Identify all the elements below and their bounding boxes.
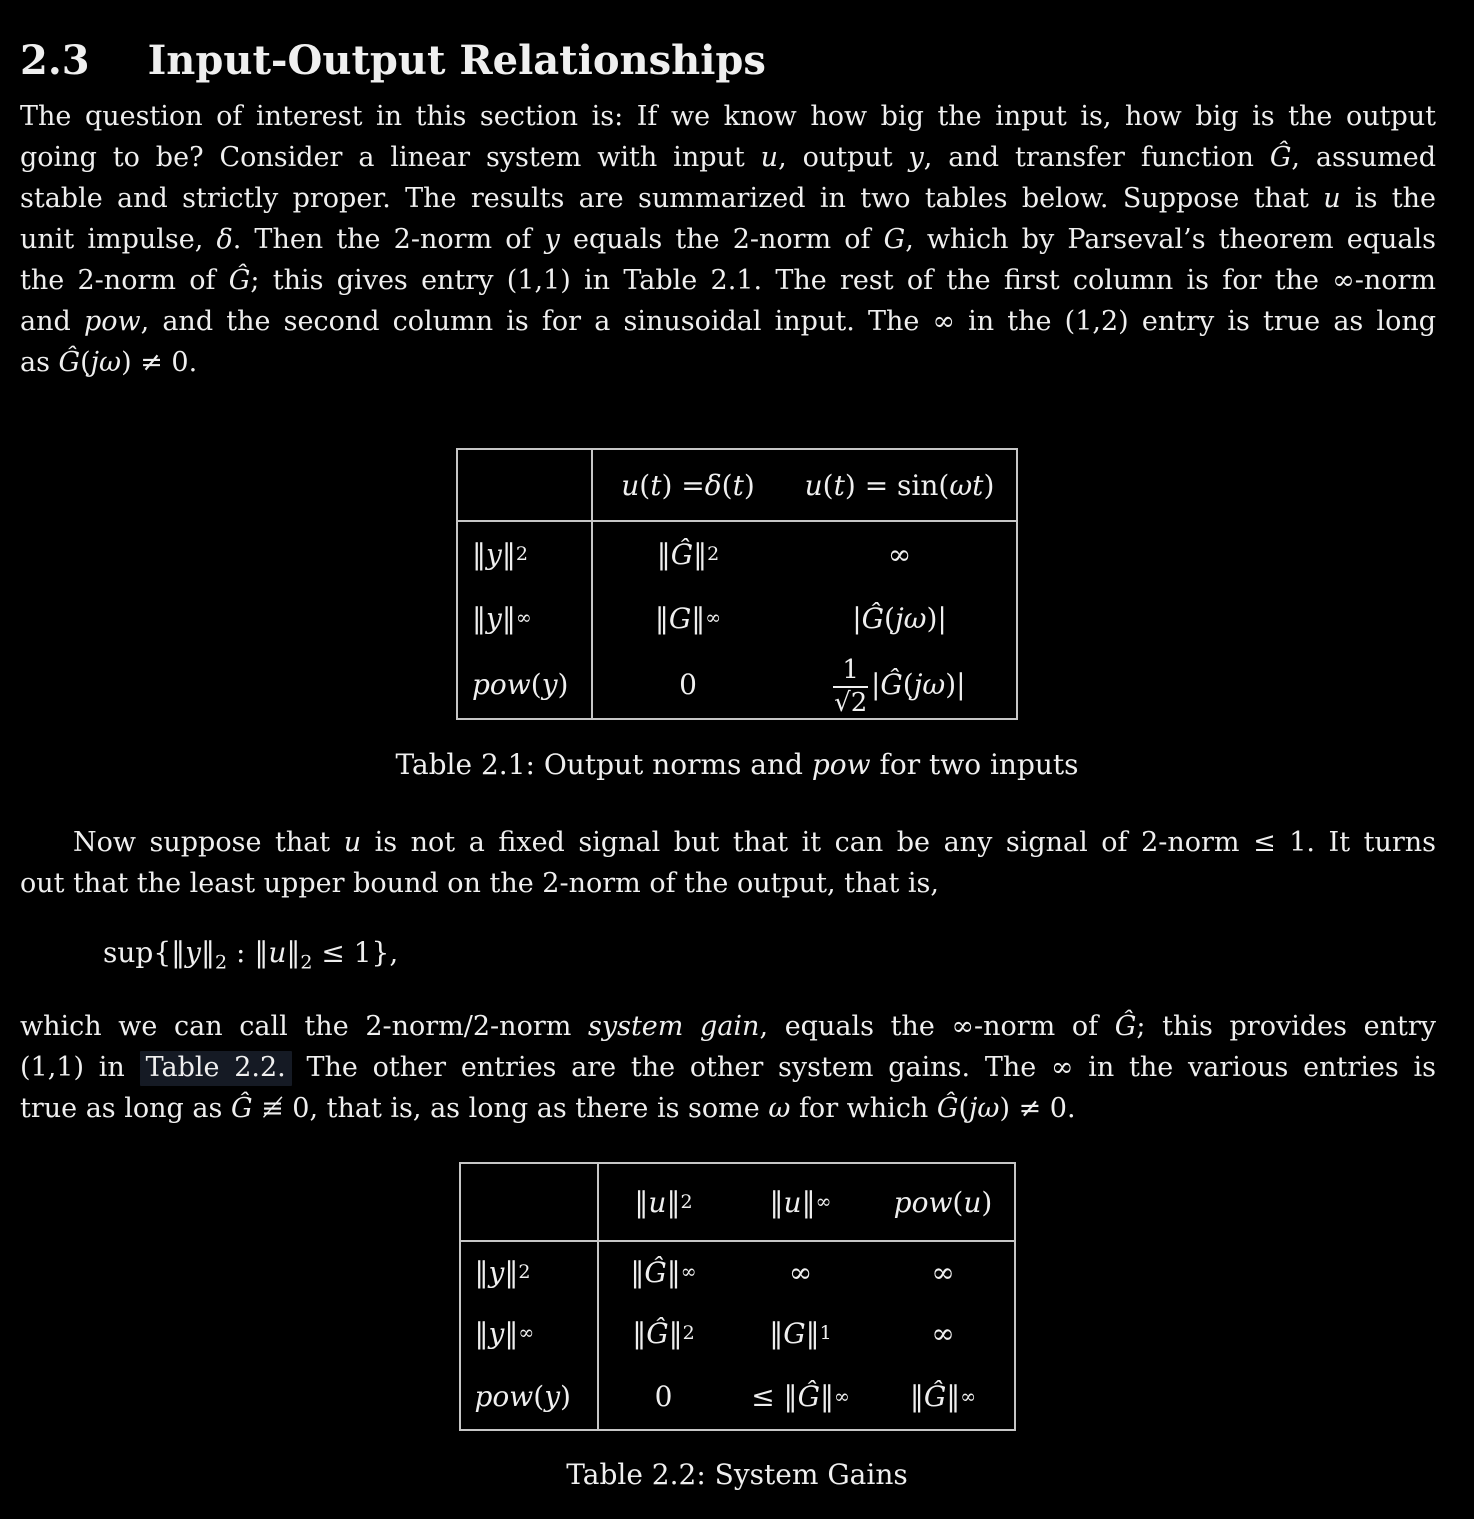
text-line: out that the least upper bound on the 2-norm of the output, that is, bbox=[20, 868, 939, 899]
table-2-2 bbox=[459, 1162, 1016, 1431]
table-column-header: u ( t ) = δ ( t ) bbox=[593, 450, 783, 522]
table-cell: ‖ Ĝ ‖ 2 bbox=[632, 1316, 695, 1350]
text-line: the 2-norm of Ĝ; this gives entry (1,1) in Table 2.1. The rest of the first column is for the ∞-norm bbox=[20, 265, 1437, 296]
text-line: as Ĝ(jω) ≠ 0. bbox=[20, 347, 198, 378]
section-title: Input-Output Relationships bbox=[147, 36, 766, 84]
table-row-header: ‖ y ‖ ∞ bbox=[458, 586, 593, 650]
text-line: stable and strictly proper. The results are summarized in two tables below. Suppose that u is the bbox=[20, 183, 1437, 214]
caption-text: Table 2.2: System Gains bbox=[566, 1458, 908, 1491]
paragraph-intro bbox=[20, 96, 1436, 383]
text-line: which we can call the 2-norm/2-norm system gain, equals the ∞-norm of Ĝ; this provides entry bbox=[20, 1011, 1436, 1042]
table-2-2-caption bbox=[0, 1458, 1474, 1492]
text-line: Now suppose that u is not a fixed signal but that it can be any signal of 2-norm ≤ 1. It turns bbox=[73, 827, 1436, 858]
table-cell: ‖ Ĝ ‖ ∞ bbox=[909, 1380, 977, 1413]
paragraph-gain bbox=[20, 822, 1436, 904]
table-cell: ∞ bbox=[788, 1255, 813, 1289]
section-number: 2.3 bbox=[20, 36, 90, 84]
table-row-header: pow ( y ) bbox=[461, 1364, 599, 1429]
table-corner-cell bbox=[461, 1164, 599, 1242]
table-column-header: pow ( u ) bbox=[873, 1164, 1014, 1242]
table-2-1 bbox=[456, 448, 1018, 720]
text-line: and pow, and the second column is for a sinusoidal input. The ∞ in the (1,2) entry is true as long bbox=[20, 306, 1436, 337]
table-row-header: ‖ y ‖ 2 bbox=[461, 1242, 599, 1302]
table-2-2-container bbox=[0, 1162, 1474, 1431]
table-row-header: ‖ y ‖ ∞ bbox=[461, 1302, 599, 1364]
table-column-header: ‖ u ‖ 2 bbox=[599, 1164, 729, 1242]
equation-text: $sup\{‖y‖_2$ : $‖u‖_2 \le 1$}, bbox=[103, 936, 399, 974]
table-2-2-link[interactable]: Table 2.2. bbox=[140, 1051, 292, 1086]
table-2-1-caption bbox=[0, 748, 1474, 782]
sup-equation bbox=[20, 932, 1436, 973]
table-row-header: ‖ y ‖ 2 bbox=[458, 522, 593, 586]
table-cell: 0 bbox=[654, 1380, 673, 1413]
text-line: going to be? Consider a linear system with input u, output y, and transfer function Ĝ, assumed bbox=[20, 142, 1436, 173]
table-cell: ∞ bbox=[931, 1316, 955, 1350]
table-cell: ‖ Ĝ ‖ ∞ bbox=[630, 1255, 697, 1289]
text-line: (1,1) in Table 2.2. The other entries are the other system gains. The ∞ in the various entries is bbox=[20, 1047, 1436, 1088]
table-cell: $\frac{1}{√2}$ | Ĝ ( jω )| bbox=[834, 654, 966, 718]
section-heading bbox=[20, 37, 1436, 85]
table-cell: ‖ G ‖ ∞ bbox=[654, 601, 722, 635]
paragraph-system-gain bbox=[20, 1006, 1436, 1129]
table-cell: ∞ bbox=[931, 1255, 955, 1289]
text-line: true as long as Ĝ ≢ 0, that is, as long as there is some ω for which Ĝ(jω) ≠ 0. bbox=[20, 1093, 1076, 1124]
caption-text: Table 2.1: Output norms and pow for two inputs bbox=[395, 748, 1079, 781]
table-2-1-container bbox=[0, 448, 1474, 720]
text-line: unit impulse, δ. Then the 2-norm of y equals the 2-norm of G, which by Parseval’s theorem equals bbox=[20, 224, 1436, 255]
table-cell: ≤ ‖ Ĝ ‖ ∞ bbox=[751, 1380, 850, 1413]
table-cell: 0 bbox=[679, 667, 697, 701]
table-cell: ‖ G ‖ 1 bbox=[769, 1316, 832, 1350]
table-row-header: pow ( y ) bbox=[458, 650, 593, 718]
table-corner-cell bbox=[458, 450, 593, 522]
table-cell: | Ĝ ( jω )| bbox=[852, 601, 947, 635]
text-line: The question of interest in this section is: If we know how big the input is, how big is the output bbox=[20, 101, 1436, 132]
table-column-header: u ( t ) = sin( ωt ) bbox=[783, 450, 1016, 522]
table-column-header: ‖ u ‖ ∞ bbox=[729, 1164, 873, 1242]
table-cell: ‖ Ĝ ‖ 2 bbox=[656, 537, 720, 571]
table-cell: ∞ bbox=[887, 537, 912, 571]
